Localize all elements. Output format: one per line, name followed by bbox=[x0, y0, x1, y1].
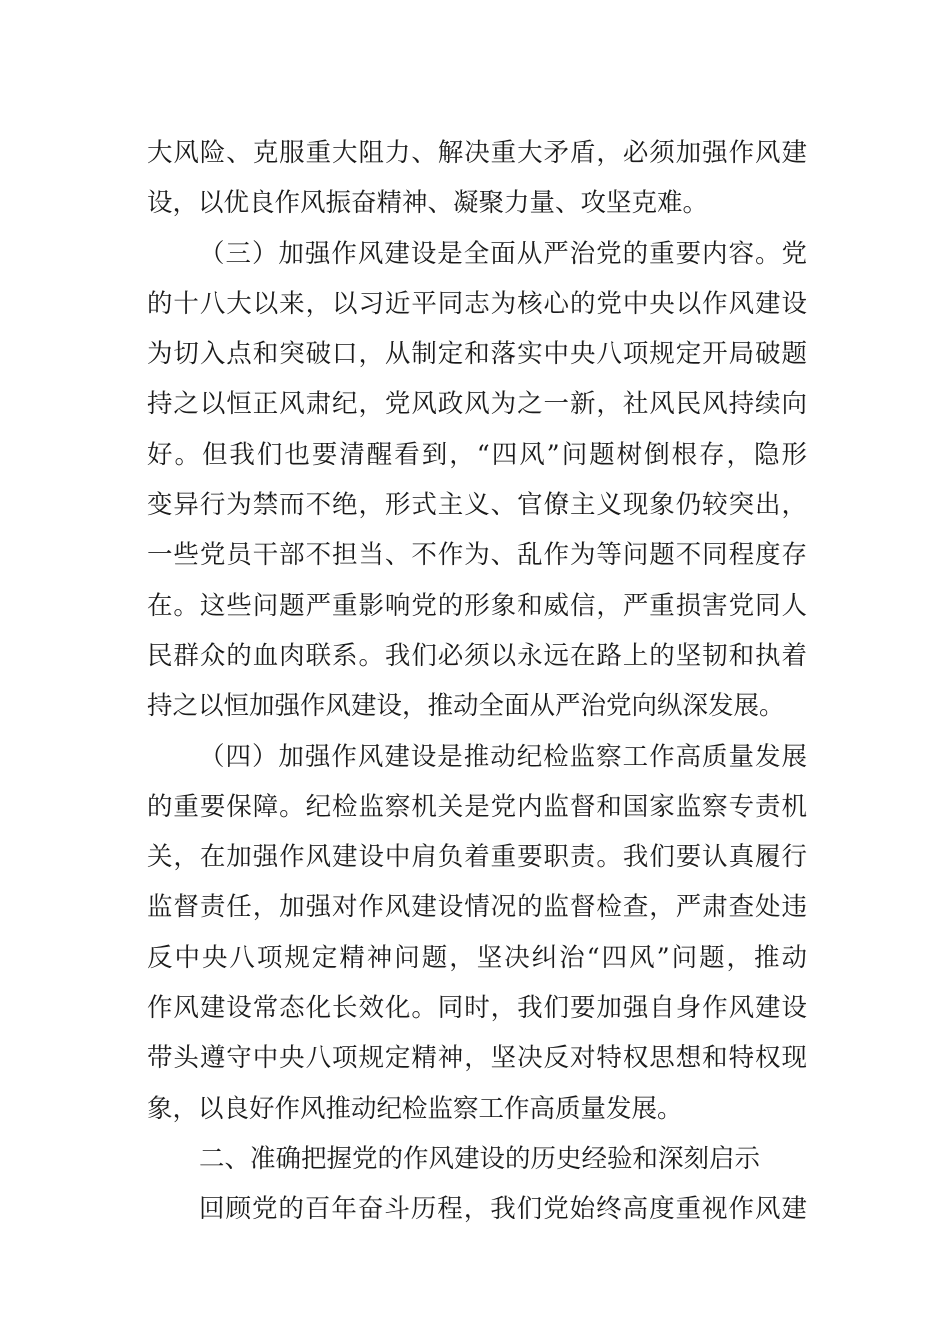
text-line: 带头遵守中央八项规定精神，坚决反对特权思想和特权现 bbox=[147, 1043, 807, 1074]
text-line: 设，以优良作风振奋精神、凝聚力量、攻坚克难。 bbox=[147, 188, 709, 219]
text-line: 在。这些问题严重影响党的形象和威信，严重损害党同人 bbox=[147, 590, 807, 621]
text-line: 的十八大以来，以习近平同志为核心的党中央以作风建设 bbox=[147, 288, 807, 319]
text-line: 监督责任，加强对作风建设情况的监督检查，严肃查处违 bbox=[147, 892, 807, 923]
text-line: （四）加强作风建设是推动纪检监察工作高质量发展 bbox=[199, 741, 807, 772]
text-line: 持之以恒正风肃纪，党风政风为之一新，社风民风持续向 bbox=[147, 389, 807, 420]
text-line: 变异行为禁而不绝，形式主义、官僚主义现象仍较突出， bbox=[147, 490, 807, 521]
text-line: 好。但我们也要清醒看到，“四风”问题树倒根存，隐形 bbox=[147, 439, 807, 470]
text-line: 一些党员干部不担当、不作为、乱作为等问题不同程度存 bbox=[147, 540, 807, 571]
text-line: 回顾党的百年奋斗历程，我们党始终高度重视作风建 bbox=[199, 1194, 807, 1225]
text-line: 二、准确把握党的作风建设的历史经验和深刻启示 bbox=[199, 1143, 761, 1174]
text-line: 为切入点和突破口，从制定和落实中央八项规定开局破题 bbox=[147, 339, 807, 370]
text-line: 持之以恒加强作风建设，推动全面从严治党向纵深发展。 bbox=[147, 691, 785, 722]
text-line: 的重要保障。纪检监察机关是党内监督和国家监察专责机 bbox=[147, 791, 807, 822]
text-line: 反中央八项规定精神问题，坚决纠治“四风”问题，推动 bbox=[147, 942, 807, 973]
document-body bbox=[147, 128, 807, 1235]
text-line: 大风险、克服重大阻力、解决重大矛盾，必须加强作风建 bbox=[147, 138, 807, 168]
text-line: （三）加强作风建设是全面从严治党的重要内容。党 bbox=[199, 238, 807, 269]
text-line: 象，以良好作风推动纪检监察工作高质量发展。 bbox=[147, 1093, 683, 1124]
text-line: 民群众的血肉联系。我们必须以永远在路上的坚韧和执着 bbox=[147, 640, 807, 671]
text-line: 作风建设常态化长效化。同时，我们要加强自身作风建设 bbox=[147, 993, 807, 1024]
text-line: 关，在加强作风建设中肩负着重要职责。我们要认真履行 bbox=[147, 842, 807, 873]
